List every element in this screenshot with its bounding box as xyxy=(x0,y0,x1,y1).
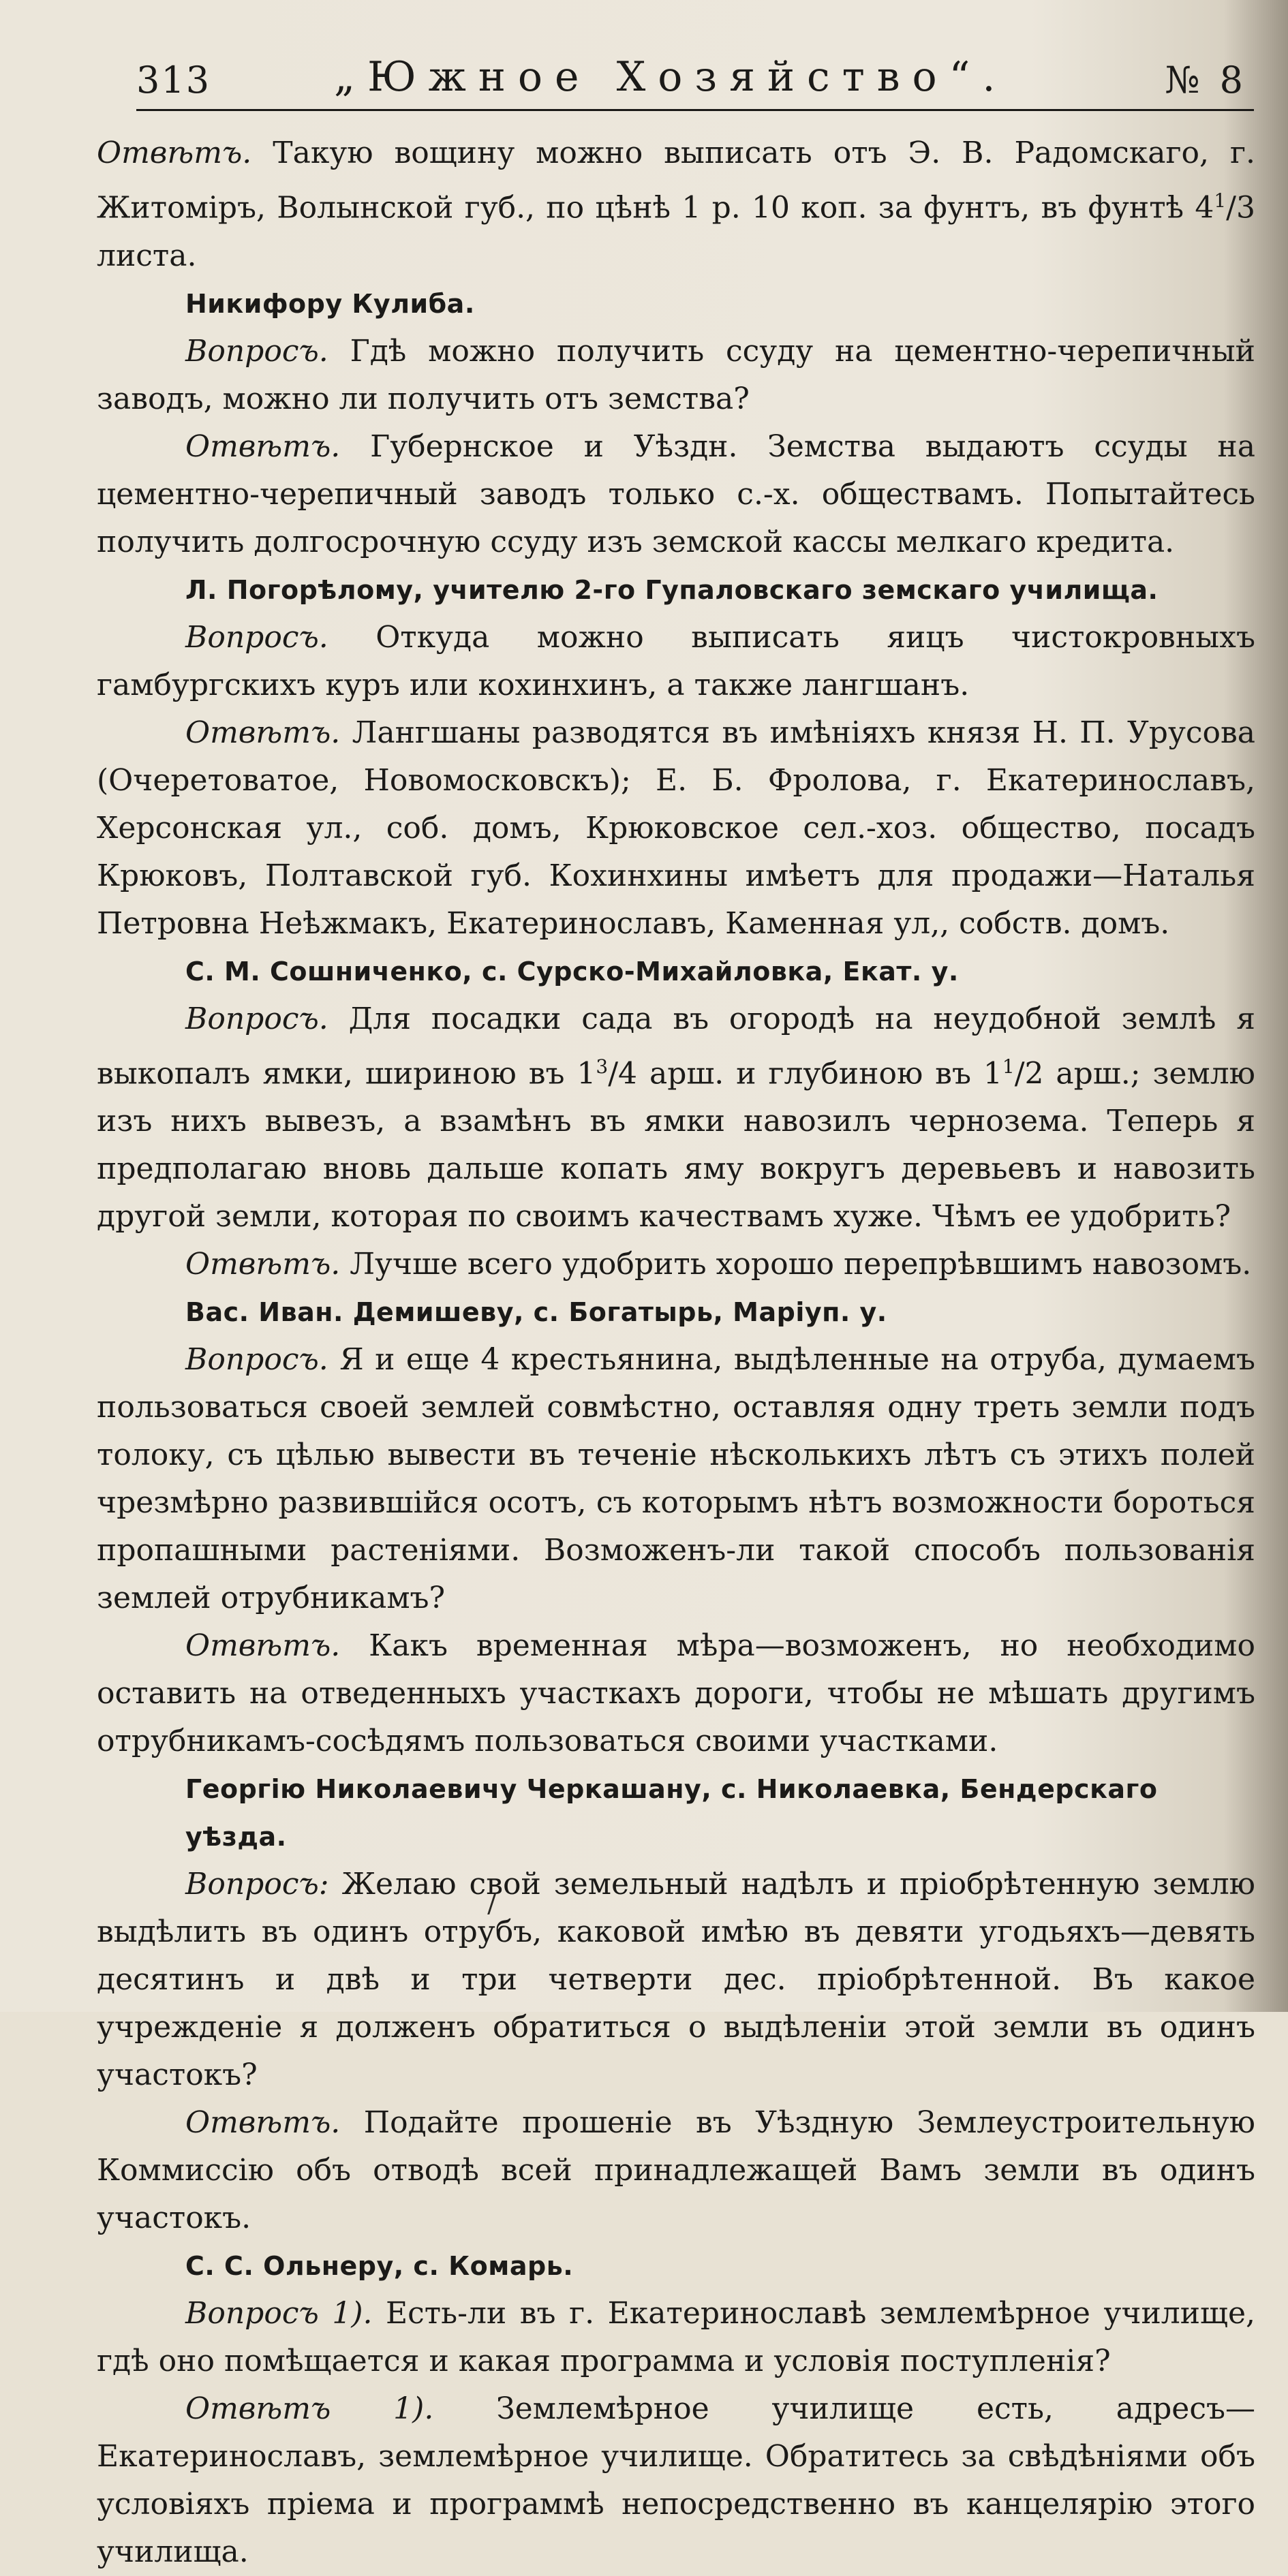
answer-lead: Отвѣтъ. xyxy=(185,429,341,464)
answer-paragraph xyxy=(97,129,1255,280)
answer-lead: Отвѣтъ. xyxy=(185,2105,341,2141)
answer-paragraph xyxy=(97,423,1255,566)
fraction-numerator: 1 xyxy=(1002,1055,1015,1078)
header-rule xyxy=(136,109,1254,111)
question-lead: Вопросъ. xyxy=(185,1342,328,1378)
answer-text: Какъ временная мѣра—возможенъ, но необходимо оставить на отведенныхъ участкахъ дороги, чтобы не мѣшать другимъ отрубникамъ-сосѣдямъ пользоваться своими участками. xyxy=(97,1628,1255,1759)
answer-lead: Отвѣтъ 1). xyxy=(185,2391,434,2427)
addressee-heading: С. М. Сошниченко, с. Сурско-Михайловка, Екат. у. xyxy=(185,956,959,987)
answer-paragraph xyxy=(97,1622,1255,1765)
addressee-heading: Георгію Николаевичу Черкашану, с. Николаевка, Бендерскаго уѣзда. xyxy=(185,1774,1158,1852)
addressee-heading: Никифору Кулиба. xyxy=(185,288,475,319)
page-number: 313 xyxy=(136,59,211,102)
question-paragraph xyxy=(97,328,1255,423)
question-lead: Вопросъ: xyxy=(185,1867,329,1902)
addressee-heading: С. С. Ольнеру, с. Комарь. xyxy=(185,2251,574,2282)
answer-paragraph xyxy=(97,2099,1255,2242)
question-text: Есть-ли въ г. Екатеринославѣ землемѣрное училище, гдѣ оно помѣщается и какая программа и условія поступленія? xyxy=(97,2296,1255,2379)
answer-text: Землемѣрное училище есть, адресъ—Екатеринославъ, землемѣрное училище. Обратитесь за свѣдѣніями объ условіяхъ пріема и программѣ непосредственно въ канцелярію этого училища. xyxy=(97,2391,1255,2570)
answer-lead: Отвѣтъ. xyxy=(97,136,252,170)
question-paragraph xyxy=(97,995,1255,1241)
question-paragraph xyxy=(97,1336,1255,1622)
question-lead: Вопросъ 1). xyxy=(185,2296,373,2331)
answer-lead: Отвѣтъ. xyxy=(185,1628,341,1664)
addressee-heading: Л. Погорѣлому, учителю 2-го Гупаловскаго земскаго училища. xyxy=(185,574,1159,605)
answer-lead: Отвѣтъ. xyxy=(185,1247,341,1282)
answer-paragraph xyxy=(97,2385,1255,2576)
answer-text: Подайте прошеніе въ Уѣздную Землеустроительную Коммиссію объ отводѣ всей принадлежащей Вамъ земли въ одинъ участокъ. xyxy=(97,2105,1255,2236)
running-header xyxy=(136,53,1254,114)
question-lead: Вопросъ. xyxy=(185,1001,328,1036)
question-text: Гдѣ можно получить ссуду на цементно-черепичный заводъ, можно ли получить отъ земства? xyxy=(97,333,1255,416)
question-tail: /2 арш.; землю изъ нихъ вывезъ, а взамѣнъ въ ямки навозилъ чернозема. Теперь я предполагаю вновь дальше копать яму вокругъ деревьевъ и навозить другой земли, которая по своимъ качествамъ хуже. Чѣмъ ее удобрить? xyxy=(97,1056,1255,1235)
question-lead: Вопросъ. xyxy=(185,333,328,369)
answer-tail: /3 листа. xyxy=(97,190,1255,273)
question-text: Откуда можно выписать яицъ чистокровныхъ гамбургскихъ куръ или кохинхинъ, а также лангшанъ. xyxy=(97,619,1255,702)
question-text: Желаю свой земельный надѣлъ и пріобрѣтенную землю выдѣлить въ одинъ отрубъ, каковой имѣю въ девяти угодьяхъ—девять десятинъ и двѣ и три четверти дес. пріобрѣтенной. Въ какое учрежденіе я долженъ обратиться о выдѣленіи этой земли въ одинъ участокъ? xyxy=(97,1867,1255,2093)
question-text: Я и еще 4 крестьянина, выдѣленные на отруба, думаемъ пользоваться своей землей совмѣстно, оставляя одну треть земли подъ толоку, съ цѣлью вывести въ теченіе нѣсколькихъ лѣтъ съ этихъ полей чрезмѣрно развившійся осотъ, съ которымъ нѣтъ возможности бороться пропашными растеніями. Возможенъ-ли такой способъ пользованія землей отрубникамъ? xyxy=(97,1342,1256,1616)
fraction-numerator: 3 xyxy=(596,1055,609,1078)
fraction-numerator: 1 xyxy=(1214,189,1227,212)
question-text: Для посадки сада въ огородѣ на неудобной землѣ я выкопалъ ямки, шириною въ 1 xyxy=(97,1001,1255,1091)
journal-title: „Южное Хозяйство“. xyxy=(334,53,1008,101)
answer-lead: Отвѣтъ. xyxy=(185,715,341,750)
addressee-heading: Вас. Иван. Демишеву, с. Богатырь, Маріуп. у. xyxy=(185,1297,887,1328)
answer-text: Лучше всего удобрить хорошо перепрѣвшимъ навозомъ. xyxy=(350,1247,1252,1282)
issue-number: № 8 xyxy=(1165,59,1247,102)
answer-text: Губернское и Уѣздн. Земства выдаютъ ссуды на цементно-черепичный заводъ только с.-х. обществамъ. Попытайтесь получить долгосрочную ссуду изъ земской кассы мелкаго кредита. xyxy=(97,429,1255,559)
question-lead: Вопросъ. xyxy=(185,619,328,655)
answer-text: Лангшаны разводятся въ имѣніяхъ князя Н. П. Урусова (Очеретоватое, Новомосковскъ); Е. Б. Фролова, г. Екатеринославъ, Херсонская ул., соб. домъ, Крюковское сел.-хоз. общество, посадъ Крюковъ, Полтавской губ. Кохинхины имѣетъ для продажи—Наталья Петровна Неѣжмакъ, Екатеринославъ, Каменная ул,, собств. домъ. xyxy=(97,715,1255,941)
question-paragraph xyxy=(97,2290,1255,2385)
question-paragraph xyxy=(97,614,1255,709)
answer-paragraph xyxy=(97,1241,1255,1288)
page-body xyxy=(97,129,1255,2576)
question-text-mid: /4 арш. и глубиною въ 1 xyxy=(608,1056,1002,1091)
answer-paragraph xyxy=(97,709,1255,948)
question-paragraph xyxy=(97,1861,1255,2099)
answer-text: Такую вощину можно выписать отъ Э. В. Радомскаго, г. Житоміръ, Волынской губ., по цѣнѣ 1 р. 10 коп. за фунтъ, въ фунтѣ 4 xyxy=(97,136,1255,226)
